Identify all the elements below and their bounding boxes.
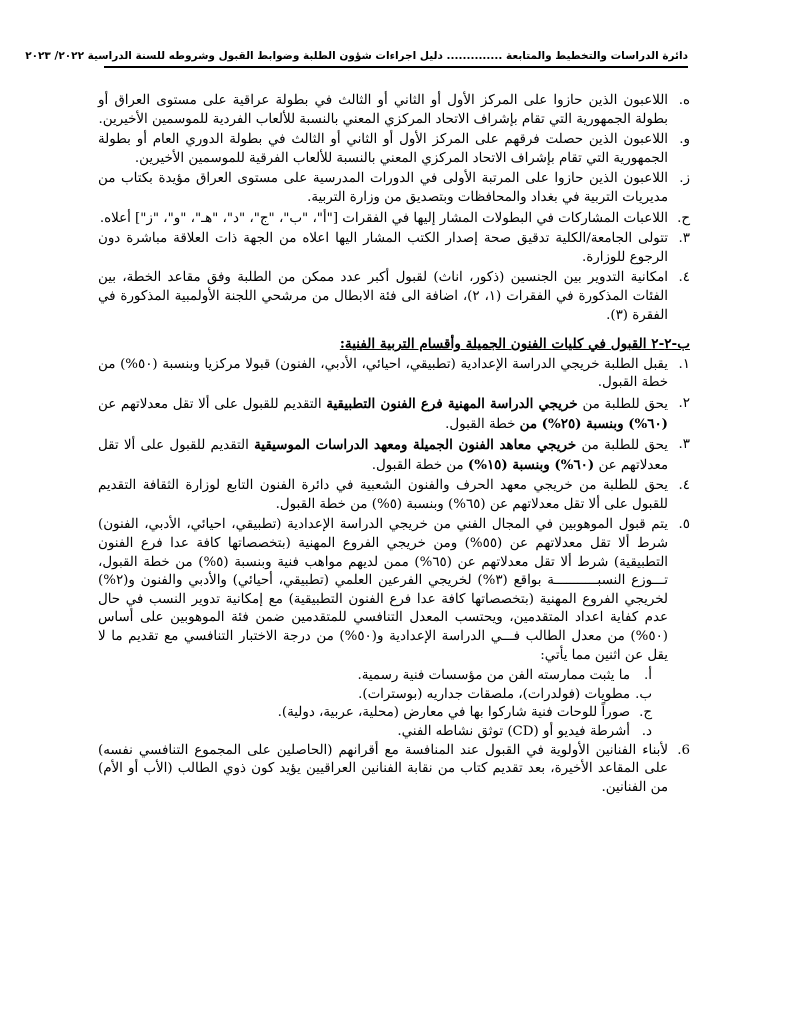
- list-item-w: [98, 131, 690, 168]
- list-item-4: [98, 269, 690, 325]
- list-marker: ز.: [679, 171, 690, 187]
- list-text: اللاعبون الذين حصلت فرقهم على المركز الأول أو الثاني أو الثالث في بطولة الدوري العام أو بطولة الجمهورية التي تقام بإشراف الاتحاد المركزي المعني بالنسبة للألعاب الفرقية للموسمين الأخيرين.: [98, 132, 668, 166]
- list-text: اللاعبات المشاركات في البطولات المشار إليها في الفقرات ["أ"، "ب"، "ج"، "د"، "هـ"، "و"، "ز"] أعلاه.: [99, 210, 668, 226]
- sub-text: أشرطة فيديو أو (CD) توثق نشاطه الفني.: [397, 724, 630, 739]
- list-marker: 6.: [677, 742, 690, 758]
- section-heading: ب-٢-٢ القبول في كليات الفنون الجميلة وأقسام التربية الفنية:: [339, 336, 690, 353]
- sub-text: ما يثبت ممارسته الفن من مؤسسات فنية رسمية.: [357, 668, 630, 684]
- sub-item-c: [98, 704, 690, 723]
- sub-item-d: [98, 723, 690, 742]
- sub-marker: د.: [641, 724, 652, 739]
- list-marker: ٤.: [678, 270, 690, 286]
- text-run: يحق للطلبة من: [576, 438, 669, 454]
- list-marker: ٢.: [678, 395, 690, 411]
- list-text: لأبناء الفنانين الأولوية في القبول عند المنافسة مع أقرانهم (الحاصلين على المجموع التنافسي نفسه) على المقاعد الأخيرة، بعد تقديم كتاب من نقابة الفنانين العراقيين يؤيد كون ذوي الطالب (الأب أو الأم) من الفنانين.: [98, 742, 668, 795]
- list-text: يتم قبول الموهوبين في المجال الفني من خريجي الدراسة الإعدادية (تطبيقي، احيائي، الأدبي، الفنون) شرط ألا تقل معدلاتهم عن (٥٥%) ومن خريجي الفروع المهنية (بتخصصاتها كافة عدا فرع الفنون التطبيقية) شرط ألا تقل معدلاتهم عن (٦٥%) ممن لديهم مواهب فنية وبنسبة (٥%) من خطة القبول، تـــوزع النسبـــــــــــة بواقع (٣%) لخريجي الفرعين العلمي (تطبيقي، أحيائي) والأدبي والفنون و(٢%) لخريجي الفروع المهنية (بتخصصاتها كافة عدا فرع الفنون التطبيقية) مع إمكانية تدوير النسب في حال عدم كفاية اعداد المتقدمين، ويحتسب المعدل التنافسي للمتقدمين ضمن فئة الموهوبين على أساس (٥٠%) من معدل الطالب فـــي الدراسة الإعدادية و(٥٠%) من درجة الاختبار التنافسي مع تقديم ما لا يقل عن اثنين مما يأتي:: [98, 517, 669, 663]
- list-marker: ه.: [678, 93, 690, 108]
- bold-run: (٦٠%) وبنسبة (١٥%): [467, 456, 595, 473]
- list-text: اللاعبون الذين حازوا على المرتبة الأولى في الدورات المدرسية على مستوى العراق مؤيدة بكتاب من مديريات التربية في بغداد والمحافظات وبتصديق من وزارة التربية.: [98, 171, 668, 205]
- text-run: من خطة القبول.: [371, 457, 468, 473]
- sub-text: صوراً للوحات فنية شاركوا بها في معارض (محلية، عربية، دولية).: [277, 705, 630, 721]
- list-item-5: [98, 516, 690, 665]
- text-run: يحق للطلبة من: [577, 396, 668, 412]
- list-marker: ٣.: [678, 231, 690, 247]
- sub-item-b: [98, 686, 690, 705]
- list-item-6: [98, 742, 690, 798]
- list-text: يحق للطلبة من خريجي معهد الحرف والفنون الشعبية في دائرة الفنون التابع لوزارة الثقافة التقديم للقبول على ألا تقل معدلاتهم عن (٦٥%) وبنسبة (٥%) من خطة القبول.: [98, 478, 668, 512]
- list-marker: و.: [679, 132, 690, 148]
- sub-marker: ج.: [639, 705, 652, 721]
- list-item-1: [98, 356, 690, 393]
- list-text: [98, 395, 668, 434]
- list-item-2: [98, 395, 690, 434]
- page-header: دائرة الدراسات والتخطيط والمتابعة .............. دليل اجراءات شؤون الطلبة وضوابط القبول وشروطه للسنة الدراسية ٢٠٢٢/ ٢٠٢٣: [25, 50, 688, 62]
- list-marker: ٤.: [678, 478, 690, 494]
- list-text: اللاعبون الذين حازوا على المركز الأول أو الثاني أو الثالث في بطولة عراقية على مستوى العراق أو بطولة الجمهورية التي تقام بإشراف الاتحاد المركزي المعني بالنسبة للألعاب الفردية للموسمين الأخيرين.: [98, 93, 668, 127]
- list-text: [98, 436, 668, 475]
- bold-run: خريجي الدراسة المهنية فرع الفنون التطبيقية: [326, 395, 578, 412]
- sub-marker: ب.: [635, 686, 652, 702]
- document-body: [98, 92, 690, 799]
- text-run: التقديم للقبول على ألا تقل معدلاتهم عن: [98, 396, 327, 412]
- list-item-3: [98, 230, 690, 267]
- bold-run: خريجي معاهد الفنون الجميلة ومعهد الدراسات الموسيقية: [254, 437, 577, 454]
- text-run: خطة القبول.: [445, 416, 520, 432]
- bold-run: (٦٠%) وبنسبة (٢٥%) من: [519, 415, 668, 432]
- sub-text: مطويات (فولدرات)، ملصقات جداريه (بوسترات).: [358, 686, 630, 702]
- list-text: امكانية التدوير بين الجنسين (ذكور، اناث) لقبول أكبر عدد ممكن من الطلبة وفق مقاعد الخطة، بين الفئات المذكورة في الفقرات (١، ٢)، اضافة الى فئة الابطال من مرشحي اللجنة الأولمبية المذكورة في الفقرة (٣).: [98, 270, 668, 323]
- sub-marker: أ.: [644, 668, 652, 684]
- text-run: التقديم للقبول على ألا تقل معدلاتهم عن: [98, 438, 668, 473]
- list-item-3b: [98, 436, 690, 475]
- list-item-z: [98, 170, 690, 207]
- list-text: تتولى الجامعة/الكلية تدقيق صحة إصدار الكتب المشار اليها اعلاه من الجهة ذات العلاقة مباشرة دون الرجوع للوزارة.: [98, 231, 668, 265]
- sub-item-a: [98, 667, 690, 686]
- list-marker: ٣.: [678, 437, 690, 453]
- list-marker: ٥.: [678, 517, 690, 533]
- header-divider: [104, 66, 688, 68]
- list-item-h: [98, 92, 690, 129]
- list-text: يقبل الطلبة خريجي الدراسة الإعدادية (تطبيقي، احيائي، الأدبي، الفنون) قبولا مركزيا وبنسبة (٥٠%) من خطة القبول.: [98, 356, 668, 391]
- list-marker: ١.: [678, 356, 690, 372]
- list-item-4b: [98, 477, 690, 514]
- list-item-h2: [98, 210, 690, 229]
- list-marker: ح.: [677, 210, 690, 226]
